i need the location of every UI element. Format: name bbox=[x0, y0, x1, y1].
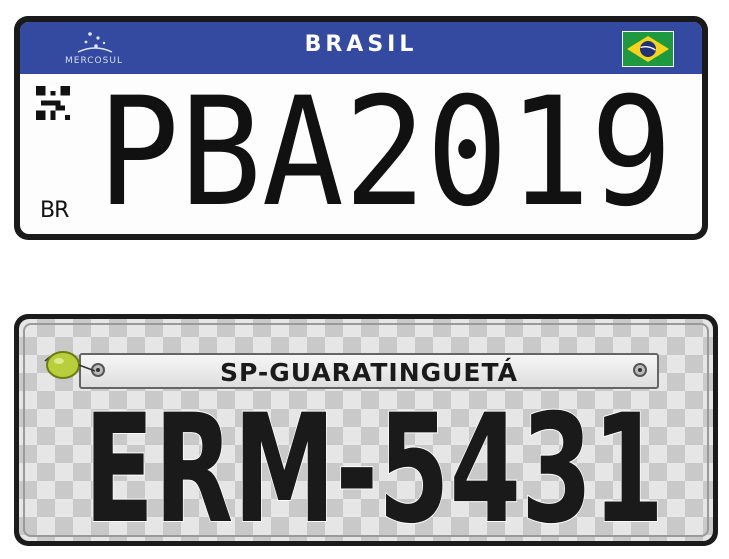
city-label: SP-GUARATINGUETÁ bbox=[220, 358, 518, 387]
city-band bbox=[79, 353, 659, 389]
plate-face bbox=[20, 22, 702, 234]
screw-icon bbox=[633, 363, 647, 377]
plate-number bbox=[90, 84, 680, 216]
plate-number bbox=[79, 403, 669, 531]
plate-number-text: ERM-5431 bbox=[84, 403, 664, 531]
old-license-plate bbox=[14, 314, 718, 546]
plate-face bbox=[19, 319, 713, 541]
plate-number-text: PBA2019 bbox=[97, 84, 673, 216]
qr-code-icon bbox=[36, 86, 70, 120]
country-band bbox=[20, 22, 702, 74]
country-code: BR bbox=[40, 198, 69, 223]
bloc-label: MERCOSUL bbox=[65, 56, 123, 66]
mercosul-license-plate bbox=[14, 16, 708, 240]
country-name: BRASIL bbox=[304, 32, 418, 57]
lacre-seal-icon bbox=[39, 341, 97, 387]
brazil-flag-icon bbox=[622, 31, 674, 67]
